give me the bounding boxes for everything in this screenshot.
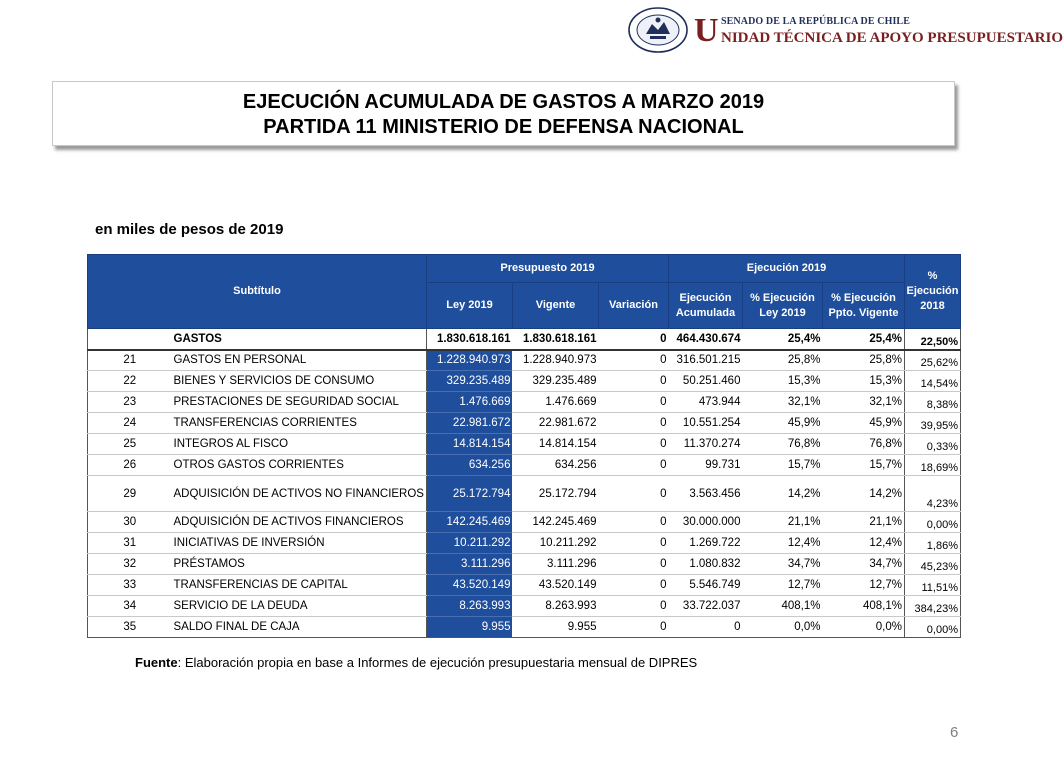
row-pct-ley: 25,8% [742,350,822,371]
table-row [88,371,961,392]
row-pct-ley: 12,4% [742,533,822,554]
row-name: PRESTACIONES DE SEGURIDAD SOCIAL [172,392,427,413]
row-num: 25 [88,434,172,455]
row-pct-ley: 32,1% [742,392,822,413]
row-variacion: 0 [598,392,668,413]
row-variacion: 0 [598,329,668,350]
row-pct-ley: 0,0% [742,617,822,638]
row-vigente: 43.520.149 [512,575,598,596]
table-row [88,350,961,371]
row-ley: 14.814.154 [426,434,512,455]
row-num: 31 [88,533,172,554]
row-variacion: 0 [598,476,668,512]
senate-seal-icon [628,6,692,54]
row-name: OTROS GASTOS CORRIENTES [172,455,427,476]
row-num: 34 [88,596,172,617]
table-row [88,512,961,533]
row-pct-2018: 0,33% [904,434,960,455]
row-ej-acum: 33.722.037 [668,596,742,617]
row-name: INTEGROS AL FISCO [172,434,427,455]
row-pct-vig: 25,8% [822,350,904,371]
table-row [88,533,961,554]
row-pct-vig: 15,7% [822,455,904,476]
row-variacion: 0 [598,596,668,617]
row-pct-vig: 34,7% [822,554,904,575]
row-ej-acum: 99.731 [668,455,742,476]
row-vigente: 1.830.618.161 [512,329,598,350]
row-pct-ley: 25,4% [742,329,822,350]
row-num: 35 [88,617,172,638]
row-variacion: 0 [598,371,668,392]
row-pct-vig: 408,1% [822,596,904,617]
row-ley: 25.172.794 [426,476,512,512]
header-presupuesto: Presupuesto 2019 [426,255,668,283]
row-ley: 329.235.489 [426,371,512,392]
row-pct-ley: 15,3% [742,371,822,392]
row-num: 29 [88,476,172,512]
row-ley: 1.830.618.161 [426,329,512,350]
brand-senate-line: SENADO DE LA REPÚBLICA DE CHILE [721,16,910,27]
row-ley: 9.955 [426,617,512,638]
row-num: 33 [88,575,172,596]
row-pct-ley: 12,7% [742,575,822,596]
row-pct-ley: 15,7% [742,455,822,476]
row-ej-acum: 0 [668,617,742,638]
row-pct-vig: 15,3% [822,371,904,392]
title-box [52,81,955,146]
row-ej-acum: 1.080.832 [668,554,742,575]
row-pct-vig: 0,0% [822,617,904,638]
table-body [88,329,961,638]
row-pct-2018: 384,23% [904,596,960,617]
budget-table [87,254,961,638]
row-name: GASTOS EN PERSONAL [172,350,427,371]
header-ej-acum: Ejecución Acumulada [668,283,742,329]
row-pct-2018: 0,00% [904,617,960,638]
row-vigente: 1.228.940.973 [512,350,598,371]
table-row [88,554,961,575]
row-vigente: 25.172.794 [512,476,598,512]
row-ej-acum: 50.251.460 [668,371,742,392]
row-pct-2018: 0,00% [904,512,960,533]
source-text: : Elaboración propia en base a Informes de ejecución presupuestaria mensual de DIPRES [177,655,698,670]
row-pct-2018: 11,51% [904,575,960,596]
row-name: PRÉSTAMOS [172,554,427,575]
header-variacion: Variación [598,283,668,329]
row-ej-acum: 316.501.215 [668,350,742,371]
row-pct-ley: 21,1% [742,512,822,533]
brand-block [694,12,1063,54]
header-ley: Ley 2019 [426,283,512,329]
row-variacion: 0 [598,413,668,434]
table-row [88,455,961,476]
row-pct-2018: 4,23% [904,476,960,512]
source-note [135,655,697,670]
row-pct-ley: 14,2% [742,476,822,512]
row-ej-acum: 473.944 [668,392,742,413]
table-row [88,596,961,617]
header-subtitulo: Subtítulo [88,255,427,329]
row-vigente: 22.981.672 [512,413,598,434]
row-vigente: 14.814.154 [512,434,598,455]
row-ej-acum: 10.551.254 [668,413,742,434]
header-logo [628,6,1063,56]
row-pct-vig: 14,2% [822,476,904,512]
table-row [88,392,961,413]
header-pct-vig: % Ejecución Ppto. Vigente [822,283,904,329]
row-variacion: 0 [598,455,668,476]
header-ejecucion: Ejecución 2019 [668,255,904,283]
row-name: GASTOS [172,329,427,350]
row-pct-vig: 25,4% [822,329,904,350]
row-num: 22 [88,371,172,392]
row-ley: 634.256 [426,455,512,476]
table-row [88,575,961,596]
row-ley: 10.211.292 [426,533,512,554]
row-ley: 1.476.669 [426,392,512,413]
source-label: Fuente [135,655,178,670]
row-name: TRANSFERENCIAS CORRIENTES [172,413,427,434]
header-pct-2018: % Ejecución 2018 [904,255,960,329]
row-pct-2018: 1,86% [904,533,960,554]
row-variacion: 0 [598,617,668,638]
row-ley: 1.228.940.973 [426,350,512,371]
table-row [88,413,961,434]
row-vigente: 329.235.489 [512,371,598,392]
row-ley: 22.981.672 [426,413,512,434]
row-pct-2018: 45,23% [904,554,960,575]
row-name: ADQUISICIÓN DE ACTIVOS FINANCIEROS [172,512,427,533]
row-vigente: 8.263.993 [512,596,598,617]
table-row [88,617,961,638]
row-name: SERVICIO DE LA DEUDA [172,596,427,617]
row-pct-2018: 25,62% [904,350,960,371]
row-num: 26 [88,455,172,476]
row-num: 30 [88,512,172,533]
row-name: SALDO FINAL DE CAJA [172,617,427,638]
row-pct-vig: 45,9% [822,413,904,434]
row-vigente: 1.476.669 [512,392,598,413]
table-row [88,329,961,350]
row-variacion: 0 [598,512,668,533]
row-variacion: 0 [598,575,668,596]
row-vigente: 10.211.292 [512,533,598,554]
row-ej-acum: 1.269.722 [668,533,742,554]
row-variacion: 0 [598,434,668,455]
row-ley: 142.245.469 [426,512,512,533]
row-ej-acum: 11.370.274 [668,434,742,455]
row-ej-acum: 3.563.456 [668,476,742,512]
row-ej-acum: 30.000.000 [668,512,742,533]
row-variacion: 0 [598,350,668,371]
row-vigente: 3.111.296 [512,554,598,575]
row-ley: 8.263.993 [426,596,512,617]
brand-initial: U [694,12,719,49]
row-name: INICIATIVAS DE INVERSIÓN [172,533,427,554]
page-number: 6 [950,724,959,741]
row-pct-2018: 39,95% [904,413,960,434]
row-pct-2018: 22,50% [904,329,960,350]
row-num: 24 [88,413,172,434]
row-pct-vig: 12,7% [822,575,904,596]
row-vigente: 634.256 [512,455,598,476]
row-pct-2018: 18,69% [904,455,960,476]
row-pct-ley: 408,1% [742,596,822,617]
row-ley: 43.520.149 [426,575,512,596]
row-pct-vig: 21,1% [822,512,904,533]
row-ej-acum: 5.546.749 [668,575,742,596]
row-pct-ley: 76,8% [742,434,822,455]
row-ley: 3.111.296 [426,554,512,575]
title-line-2: PARTIDA 11 MINISTERIO DE DEFENSA NACIONAL [263,116,744,138]
row-name: TRANSFERENCIAS DE CAPITAL [172,575,427,596]
row-pct-vig: 12,4% [822,533,904,554]
table-row [88,476,961,512]
header-pct-ley: % Ejecución Ley 2019 [742,283,822,329]
row-num: 32 [88,554,172,575]
row-pct-2018: 8,38% [904,392,960,413]
row-variacion: 0 [598,533,668,554]
row-name: BIENES Y SERVICIOS DE CONSUMO [172,371,427,392]
brand-unit-line: NIDAD TÉCNICA DE APOYO PRESUPUESTARIO [721,30,1063,46]
row-ej-acum: 464.430.674 [668,329,742,350]
title-line-1: EJECUCIÓN ACUMULADA DE GASTOS A MARZO 2019 [242,91,765,113]
row-pct-ley: 45,9% [742,413,822,434]
row-num: 23 [88,392,172,413]
row-name: ADQUISICIÓN DE ACTIVOS NO FINANCIEROS [172,476,427,512]
row-pct-2018: 14,54% [904,371,960,392]
header-vigente: Vigente [512,283,598,329]
row-num: 21 [88,350,172,371]
row-num [88,329,172,350]
row-pct-vig: 32,1% [822,392,904,413]
row-pct-vig: 76,8% [822,434,904,455]
units-subtitle: en miles de pesos de 2019 [95,221,284,238]
row-variacion: 0 [598,554,668,575]
row-vigente: 142.245.469 [512,512,598,533]
table-row [88,434,961,455]
row-pct-ley: 34,7% [742,554,822,575]
row-vigente: 9.955 [512,617,598,638]
